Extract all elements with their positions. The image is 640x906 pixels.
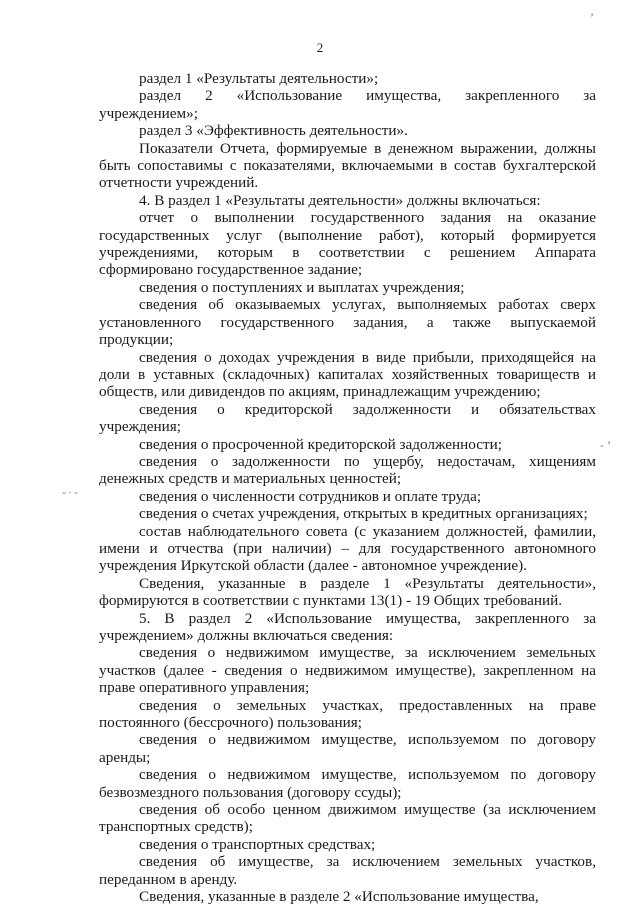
paragraph: Показатели Отчета, формируемые в денежном выражении, должны быть сопоставимы с показателями, включаемыми в состав бухгалтерской отчетности учреждений.: [99, 139, 596, 192]
paragraph: сведения о недвижимом имуществе, используемом по договору аренды;: [99, 731, 596, 766]
paragraph: отчет о выполнении государственного задания на оказание государственных услуг (выполнение работ), который формируется учреждениями, которым в соответствии с решением Аппарата сформировано государственное задание;: [99, 209, 596, 279]
document-body: [99, 70, 596, 906]
scan-mark: ’: [590, 10, 594, 24]
paragraph: 4. В раздел 1 «Результаты деятельности» должны включаться:: [139, 191, 541, 209]
paragraph: сведения о просроченной кредиторской задолженности;: [139, 435, 502, 453]
paragraph: 5. В раздел 2 «Использование имущества, закрепленного за учреждением» должны включаться сведения:: [99, 609, 596, 644]
paragraph: сведения о численности сотрудников и оплате труда;: [139, 487, 482, 505]
paragraph: Сведения, указанные в разделе 1 «Результаты деятельности», формируются в соответствии с пунктами 13(1) - 19 Общих требований.: [99, 574, 596, 610]
scan-mark: - ’: [600, 438, 611, 452]
page-number: 2: [316, 40, 324, 55]
paragraph: сведения об имуществе, за исключением земельных участков, переданном в аренду.: [99, 853, 596, 888]
paragraph: сведения о кредиторской задолженности и обязательствах учреждения;: [99, 400, 596, 436]
paragraph: раздел 3 «Эффективность деятельности».: [139, 122, 408, 140]
paragraph: сведения о доходах учреждения в виде прибыли, приходящейся на доли в уставных (складочных) капиталах хозяйственных товариществ и обществ, или дивидендов по акциям, принадлежащим учреждению;: [99, 348, 596, 401]
paragraph: сведения о счетах учреждения, открытых в кредитных организациях;: [139, 505, 588, 523]
paragraph: Сведения, указанные в разделе 2 «Использование имущества,: [139, 888, 539, 906]
scan-mark: -·-: [62, 485, 80, 499]
paragraph: раздел 1 «Результаты деятельности»;: [139, 70, 379, 87]
paragraph: раздел 2 «Использование имущества, закрепленного за учреждением»;: [99, 87, 596, 122]
paragraph: сведения о земельных участках, предоставленных на праве постоянного (бессрочного) пользования;: [99, 696, 596, 732]
paragraph: состав наблюдательного совета (с указанием должностей, фамилии, имени и отчества (при наличии) – для государственного автономного учреждения Иркутской области (далее - автономное учреждение).: [99, 522, 596, 575]
paragraph: сведения о недвижимом имуществе, используемом по договору безвозмездного пользования (договору ссуды);: [99, 766, 596, 801]
paragraph: сведения о транспортных средствах;: [139, 835, 376, 853]
paragraph: сведения о задолженности по ущербу, недостачам, хищениям денежных средств и материальных ценностей;: [99, 452, 596, 488]
paragraph: сведения об оказываемых услугах, выполняемых работах сверх установленного государственного задания, а также выпускаемой продукции;: [99, 296, 596, 349]
paragraph: сведения о поступлениях и выплатах учреждения;: [139, 278, 465, 296]
paragraph: сведения о недвижимом имуществе, за исключением земельных участков (далее - сведения о недвижимом имуществе), закрепленном на праве оперативного управления;: [99, 644, 596, 697]
paragraph: сведения об особо ценном движимом имуществе (за исключением транспортных средств);: [99, 801, 596, 836]
